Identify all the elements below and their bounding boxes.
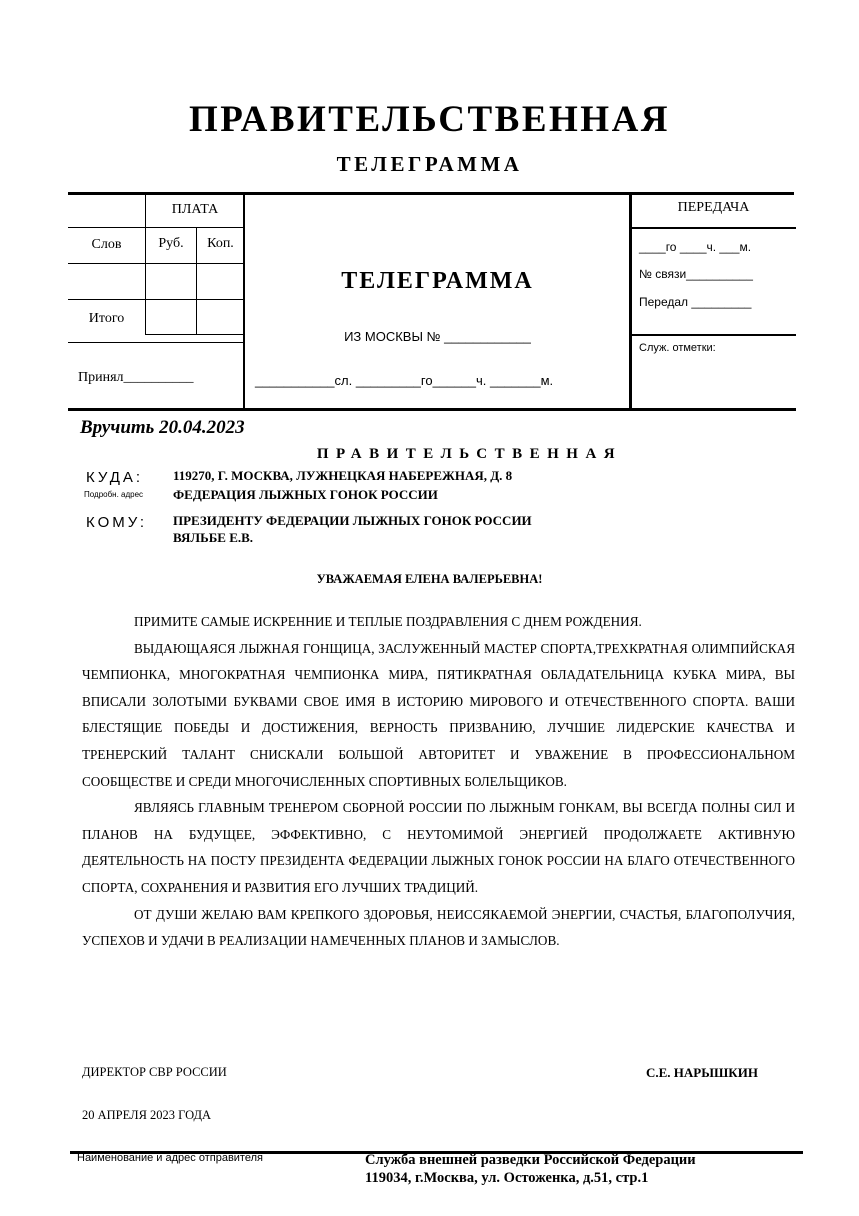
signature-date: 20 АПРЕЛЯ 2023 ГОДА <box>82 1108 212 1122</box>
transfer-header: ПЕРЕДАЧА <box>677 200 750 215</box>
paragraph: ОТ ДУШИ ЖЕЛАЮ ВАМ КРЕПКОГО ЗДОРОВЬЯ, НЕИССЯКАЕМОЙ ЭНЕРГИИ, СЧАСТЬЯ, БЛАГОПОЛУЧИЯ, УСПЕХОВ И УДАЧИ В РЕАЛИЗАЦИИ НАМЕЧЕННЫХ ПЛАНОВ И ЗАМЫСЛОВ. <box>82 906 795 949</box>
paragraph: ВЫДАЮЩАЯСЯ ЛЫЖНАЯ ГОНЩИЦА, ЗАСЛУЖЕННЫЙ МАСТЕР СПОРТА,ТРЕХКРАТНАЯ ОЛИМПИЙСКАЯ ЧЕМПИОНКА, МНОГОКРАТНАЯ ЧЕМПИОНКА МИРА, ПЯТИКРАТНАЯ ОБЛАДАТЕЛЬНИЦА КУБКА МИРА, ВЫ ВПИСАЛИ ЗОЛОТЫМИ БУКВАМИ СВОЕ ИМЯ В ИСТОРИЮ МИРОВОГО И ОТЕЧЕСТВЕННОГО СПОРТА. ВАШИ БЛЕСТЯЩИЕ ПОБЕДЫ И ДОСТИЖЕНИЯ, ВЕРНОСТЬ ПРИЗВАНИЮ, ЛУЧШИЕ ЛИДЕРСКИЕ КАЧЕСТВА И ТРЕНЕРСКИЙ ТАЛАНТ СНИСКАЛИ БОЛЬШОЙ АВТОРИТЕТ И УВАЖЕНИЕ В ПРОФЕССИОНАЛЬНОМ СООБЩЕСТВЕ И СРЕДИ МНОГОЧИСЛЕННЫХ СПОРТИВНЫХ БОЛЕЛЬЩИКОВ. <box>82 640 795 789</box>
sender-name: Служба внешней разведки Российской Федерации <box>365 1152 696 1168</box>
from-moscow-line: ИЗ МОСКВЫ № ____________ <box>344 329 531 344</box>
grid-line <box>68 227 244 228</box>
sender-label: Наименование и адрес отправителя <box>77 1152 263 1164</box>
address-line-2: ФЕДЕРАЦИЯ ЛЫЖНЫХ ГОНОК РОССИИ <box>173 487 438 502</box>
service-notes-label: Служ. отметки: <box>639 342 716 354</box>
to-label: КОМУ: <box>86 514 148 531</box>
link-number-line: № связи__________ <box>639 267 753 281</box>
accepted-label: Принял__________ <box>78 370 194 385</box>
signer-position: ДИРЕКТОР СВР РОССИИ <box>82 1065 227 1079</box>
delivery-date: Вручить 20.04.2023 <box>80 417 245 438</box>
grid-line <box>68 263 244 264</box>
detailed-address-label: Подробн. адрес <box>84 490 144 499</box>
grid-line <box>145 334 244 335</box>
grid-line <box>68 299 244 300</box>
address-line-1: 119270, Г. МОСКВА, ЛУЖНЕЦКАЯ НАБЕРЕЖНАЯ, Д. 8 <box>173 468 513 483</box>
paragraph: ПРИМИТЕ САМЫЕ ИСКРЕННИЕ И ТЕПЛЫЕ ПОЗДРАВЛЕНИЯ С ДНЕМ РОЖДЕНИЯ. <box>134 614 642 629</box>
government-heading: ПРАВИТЕЛЬСТВЕННАЯ <box>316 446 623 462</box>
transmission-time-line: ___________сл. _________го______ч. _______м. <box>255 373 554 388</box>
page-subtitle: ТЕЛЕГРАММА <box>336 152 523 176</box>
transfer-time-line: ____го ____ч. ___м. <box>639 240 752 254</box>
grid-line <box>68 342 244 343</box>
message-body <box>82 609 795 955</box>
page-title: ПРАВИТЕЛЬСТВЕННАЯ <box>188 99 671 140</box>
form-top-border <box>68 192 794 195</box>
sender-address: 119034, г.Москва, ул. Остоженка, д.51, стр.1 <box>365 1170 649 1186</box>
telegram-title: ТЕЛЕГРАММА <box>341 268 534 294</box>
words-label: Слов <box>91 237 122 252</box>
paragraph: ЯВЛЯЯСЬ ГЛАВНЫМ ТРЕНЕРОМ СБОРНОЙ РОССИИ ПО ЛЫЖНЫМ ГОНКАМ, ВЫ ВСЕГДА ПОЛНЫ СИЛ И ПЛАНОВ НА БУДУЩЕЕ, ЭФФЕКТИВНО, С НЕУТОМИМОЙ ЭНЕРГИЕЙ ПРОДОЛЖАЕТЕ АКТИВНУЮ ДЕЯТЕЛЬНОСТЬ НА ПОСТУ ПРЕЗИДЕНТА ФЕДЕРАЦИИ ЛЫЖНЫХ ГОНОК РОССИИ НА БЛАГО ОТЕЧЕСТВЕННОГО СПОРТА, СОХРАНЕНИЯ И РАЗВИТИЯ ЕГО ЛУЧШИХ ТРАДИЦИЙ. <box>82 800 795 895</box>
grid-line <box>631 334 796 336</box>
rub-label: Руб. <box>158 236 184 251</box>
total-label: Итого <box>88 311 125 326</box>
sent-by-line: Передал _________ <box>639 295 752 309</box>
recipient-line-1: ПРЕЗИДЕНТУ ФЕДЕРАЦИИ ЛЫЖНЫХ ГОНОК РОССИИ <box>173 513 532 528</box>
form-bottom-border <box>68 408 796 411</box>
grid-line <box>631 227 796 229</box>
salutation: УВАЖАЕМАЯ ЕЛЕНА ВАЛЕРЬЕВНА! <box>316 572 543 586</box>
recipient-line-2: ВЯЛЬБЕ Е.В. <box>173 530 254 545</box>
where-label: КУДА: <box>86 469 144 486</box>
kop-label: Коп. <box>207 236 234 251</box>
signer-name: С.Е. НАРЫШКИН <box>646 1065 758 1080</box>
payment-header: ПЛАТА <box>171 202 219 217</box>
